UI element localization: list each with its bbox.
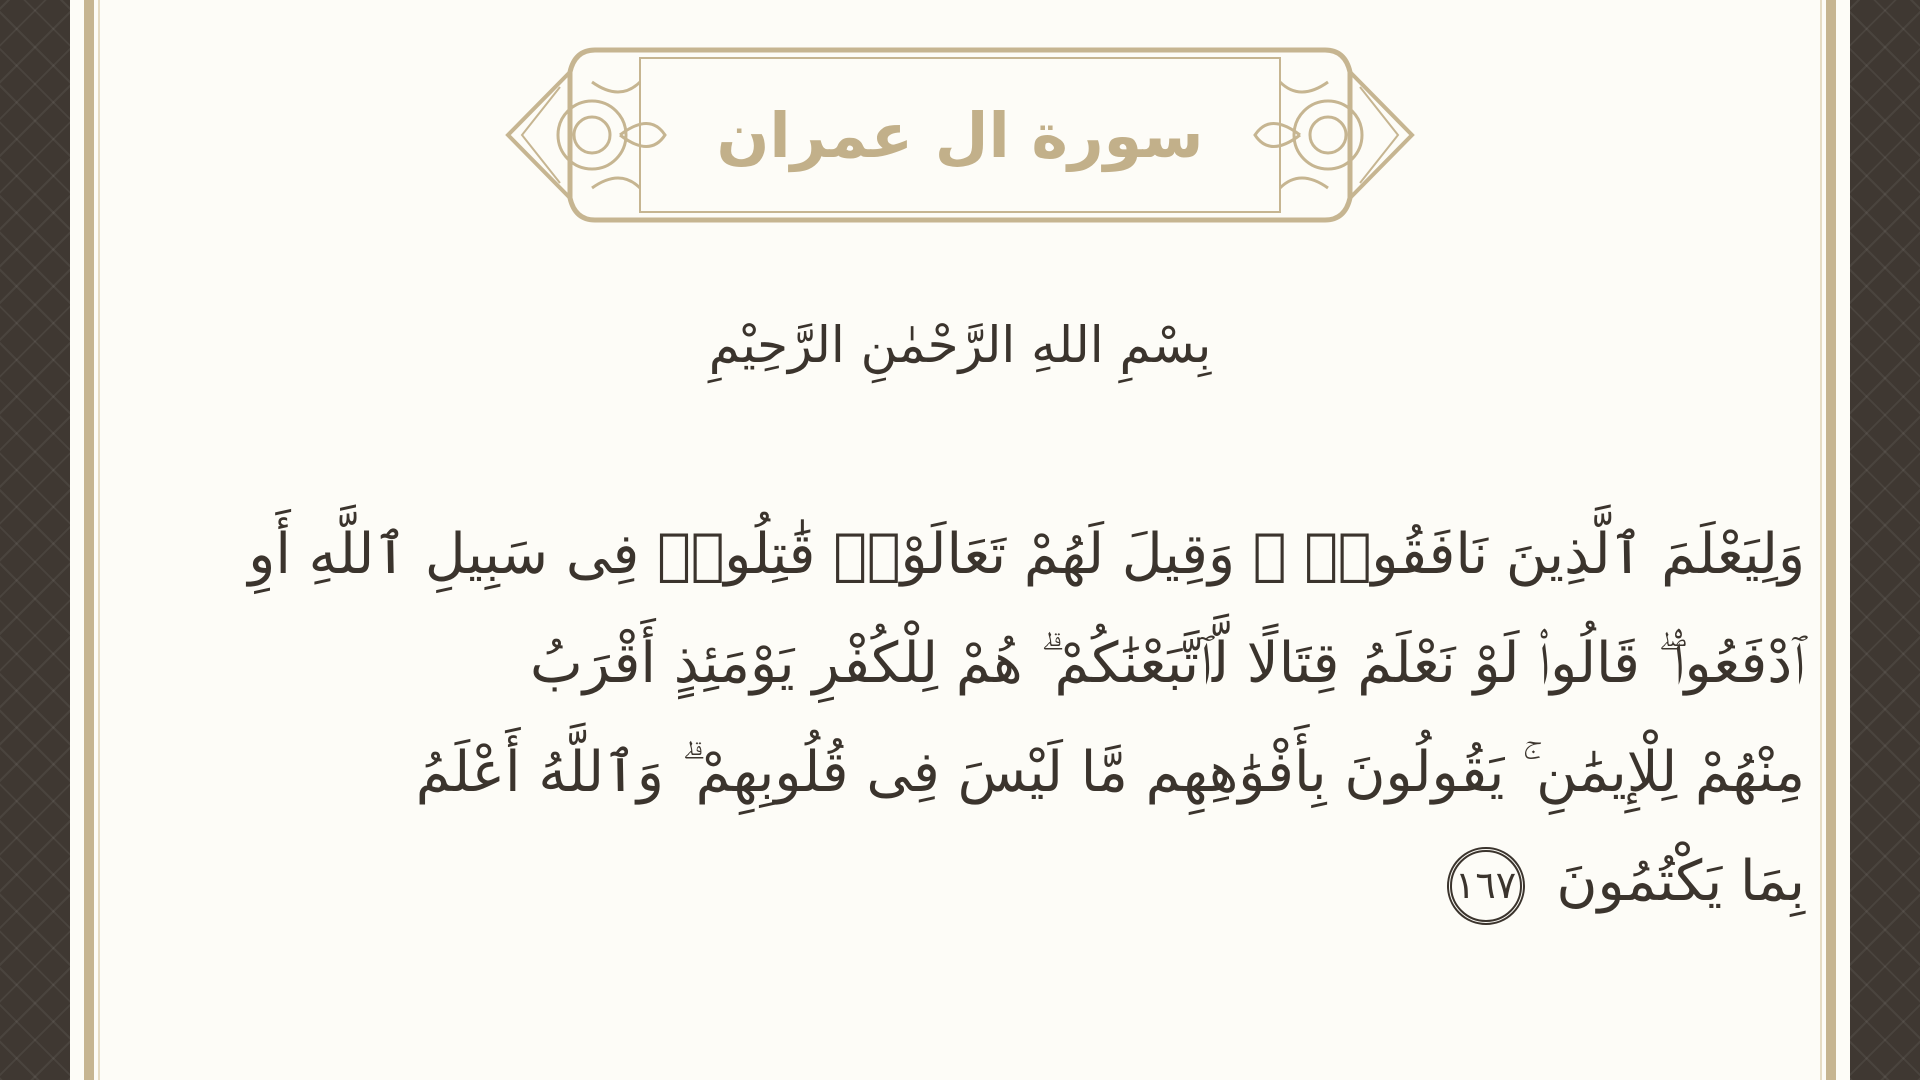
right-gold-bar (1826, 0, 1836, 1080)
right-ornamental-border (1850, 0, 1920, 1080)
basmala: بِسْمِ اللهِ الرَّحْمٰنِ الرَّحِيْمِ (708, 316, 1212, 374)
verse-line-last (360, 827, 1805, 936)
verse-line-text: بِمَا يَكْتُمُونَ (1556, 849, 1805, 914)
verse-line: وَلِيَعْلَمَ ٱلَّذِينَ نَافَقُوا۟ ۚ وَقِيلَ لَهُمْ تَعَالَوْا۟ قَٰتِلُوا۟ فِى سَبِيلِ ٱللَّهِ أَوِ (248, 522, 1805, 587)
ayah-number-marker: ١٦٧ (1447, 847, 1525, 925)
left-gold-bar (84, 0, 94, 1080)
right-inner-edge (1820, 0, 1822, 1080)
verse-text (248, 500, 1805, 936)
left-ornamental-border (0, 0, 70, 1080)
verse-line: ٱدْفَعُوا۟ ۖ قَالُوا۟ لَوْ نَعْلَمُ قِتَالًا لَّٱتَّبَعْنَٰكُمْ ۗ هُمْ لِلْكُفْرِ يَوْمَئِذٍ أَقْرَبُ (529, 631, 1805, 696)
left-inner-edge (98, 0, 100, 1080)
verse-line: مِنْهُمْ لِلْإِيمَٰنِ ۚ يَقُولُونَ بِأَفْوَٰهِهِم مَّا لَيْسَ فِى قُلُوبِهِمْ ۗ وَٱللَّهُ أَعْلَمُ (415, 740, 1805, 805)
surah-title: سورة ال عمران (716, 98, 1204, 172)
surah-title-cartouche (500, 42, 1420, 228)
